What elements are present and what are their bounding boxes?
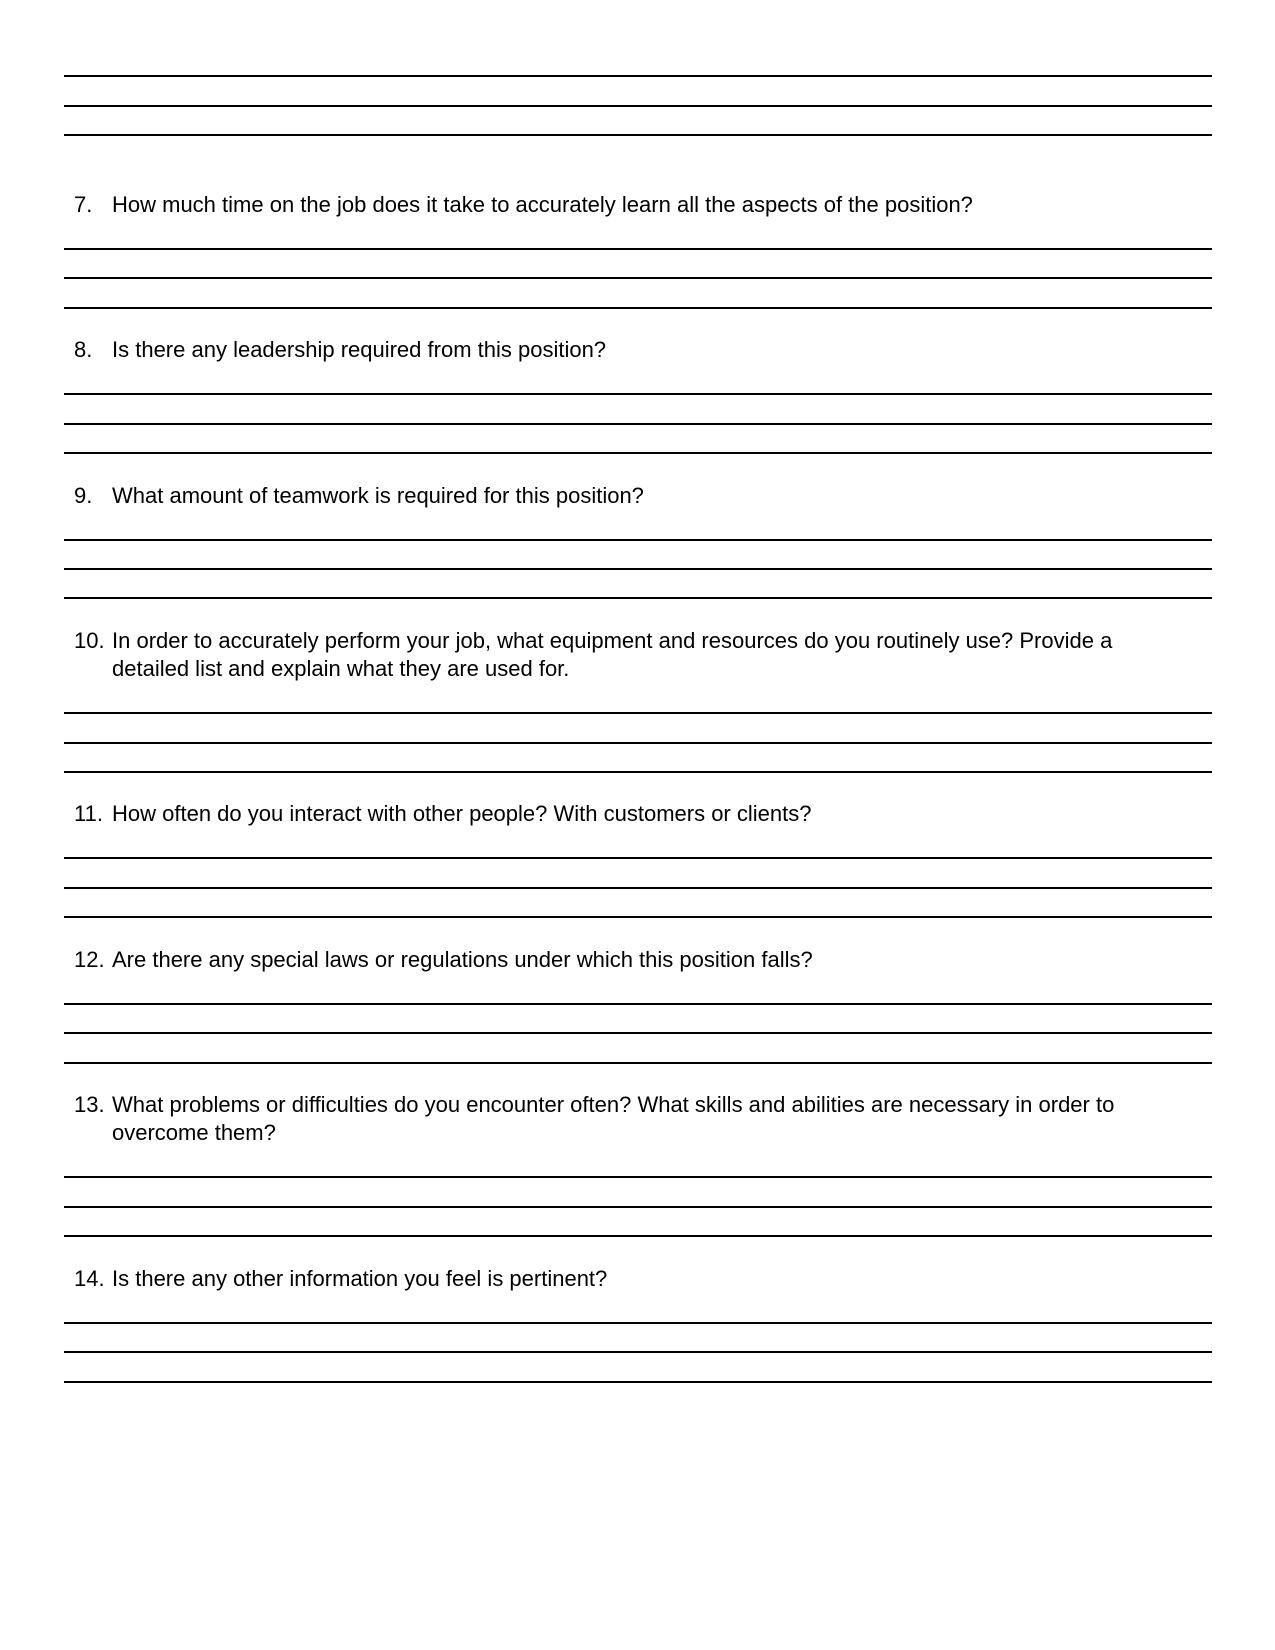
question-text: What amount of teamwork is required for this position?	[112, 483, 644, 508]
answer-line[interactable]	[64, 857, 1212, 859]
answer-line[interactable]	[64, 1176, 1212, 1178]
answer-line[interactable]	[64, 597, 1212, 599]
question-number: 11.	[74, 801, 103, 826]
answer-line[interactable]	[64, 712, 1212, 714]
question-number: 13.	[74, 1092, 105, 1117]
answer-line[interactable]	[64, 568, 1212, 570]
answer-line[interactable]	[64, 1381, 1212, 1383]
answer-line[interactable]	[64, 1062, 1212, 1064]
answer-line[interactable]	[64, 771, 1212, 773]
question-number: 8.	[74, 337, 93, 362]
question-12	[74, 946, 1174, 974]
question-9	[74, 482, 1174, 510]
answer-line[interactable]	[64, 134, 1212, 136]
question-text: Is there any leadership required from this position?	[112, 337, 607, 362]
answer-line[interactable]	[64, 307, 1212, 309]
answer-line[interactable]	[64, 393, 1212, 395]
answer-line[interactable]	[64, 75, 1212, 77]
question-text: Is there any other information you feel is pertinent?	[112, 1266, 608, 1291]
answer-line[interactable]	[64, 539, 1212, 541]
question-text: How much time on the job does it take to accurately learn all the aspects of the position?	[112, 192, 973, 217]
question-8	[74, 336, 1174, 364]
answer-line[interactable]	[64, 105, 1212, 107]
question-text: How often do you interact with other people? With customers or clients?	[112, 801, 812, 826]
answer-line[interactable]	[64, 1322, 1212, 1324]
answer-line[interactable]	[64, 1351, 1212, 1353]
question-number: 10.	[74, 628, 105, 653]
question-text: What problems or difficulties do you encounter often? What skills and abilities are necessary in order to overcome them?	[112, 1092, 1115, 1145]
question-number: 9.	[74, 483, 93, 508]
answer-line[interactable]	[64, 1206, 1212, 1208]
answer-line[interactable]	[64, 1235, 1212, 1237]
answer-line[interactable]	[64, 248, 1212, 250]
answer-line[interactable]	[64, 452, 1212, 454]
question-11	[74, 800, 1174, 828]
question-10	[74, 627, 1174, 683]
answer-line[interactable]	[64, 277, 1212, 279]
question-number: 12.	[74, 947, 105, 972]
question-text: In order to accurately perform your job, what equipment and resources do you routinely use? Provide a detailed list and explain what they are used for.	[112, 628, 1113, 681]
question-number: 14.	[74, 1266, 105, 1291]
question-number: 7.	[74, 192, 93, 217]
question-text: Are there any special laws or regulations under which this position falls?	[112, 947, 813, 972]
question-14	[74, 1265, 1174, 1293]
answer-line[interactable]	[64, 916, 1212, 918]
answer-line[interactable]	[64, 1032, 1212, 1034]
answer-line[interactable]	[64, 887, 1212, 889]
answer-line[interactable]	[64, 1003, 1212, 1005]
answer-line[interactable]	[64, 742, 1212, 744]
question-13	[74, 1091, 1174, 1147]
answer-line[interactable]	[64, 423, 1212, 425]
question-7	[74, 191, 1174, 219]
